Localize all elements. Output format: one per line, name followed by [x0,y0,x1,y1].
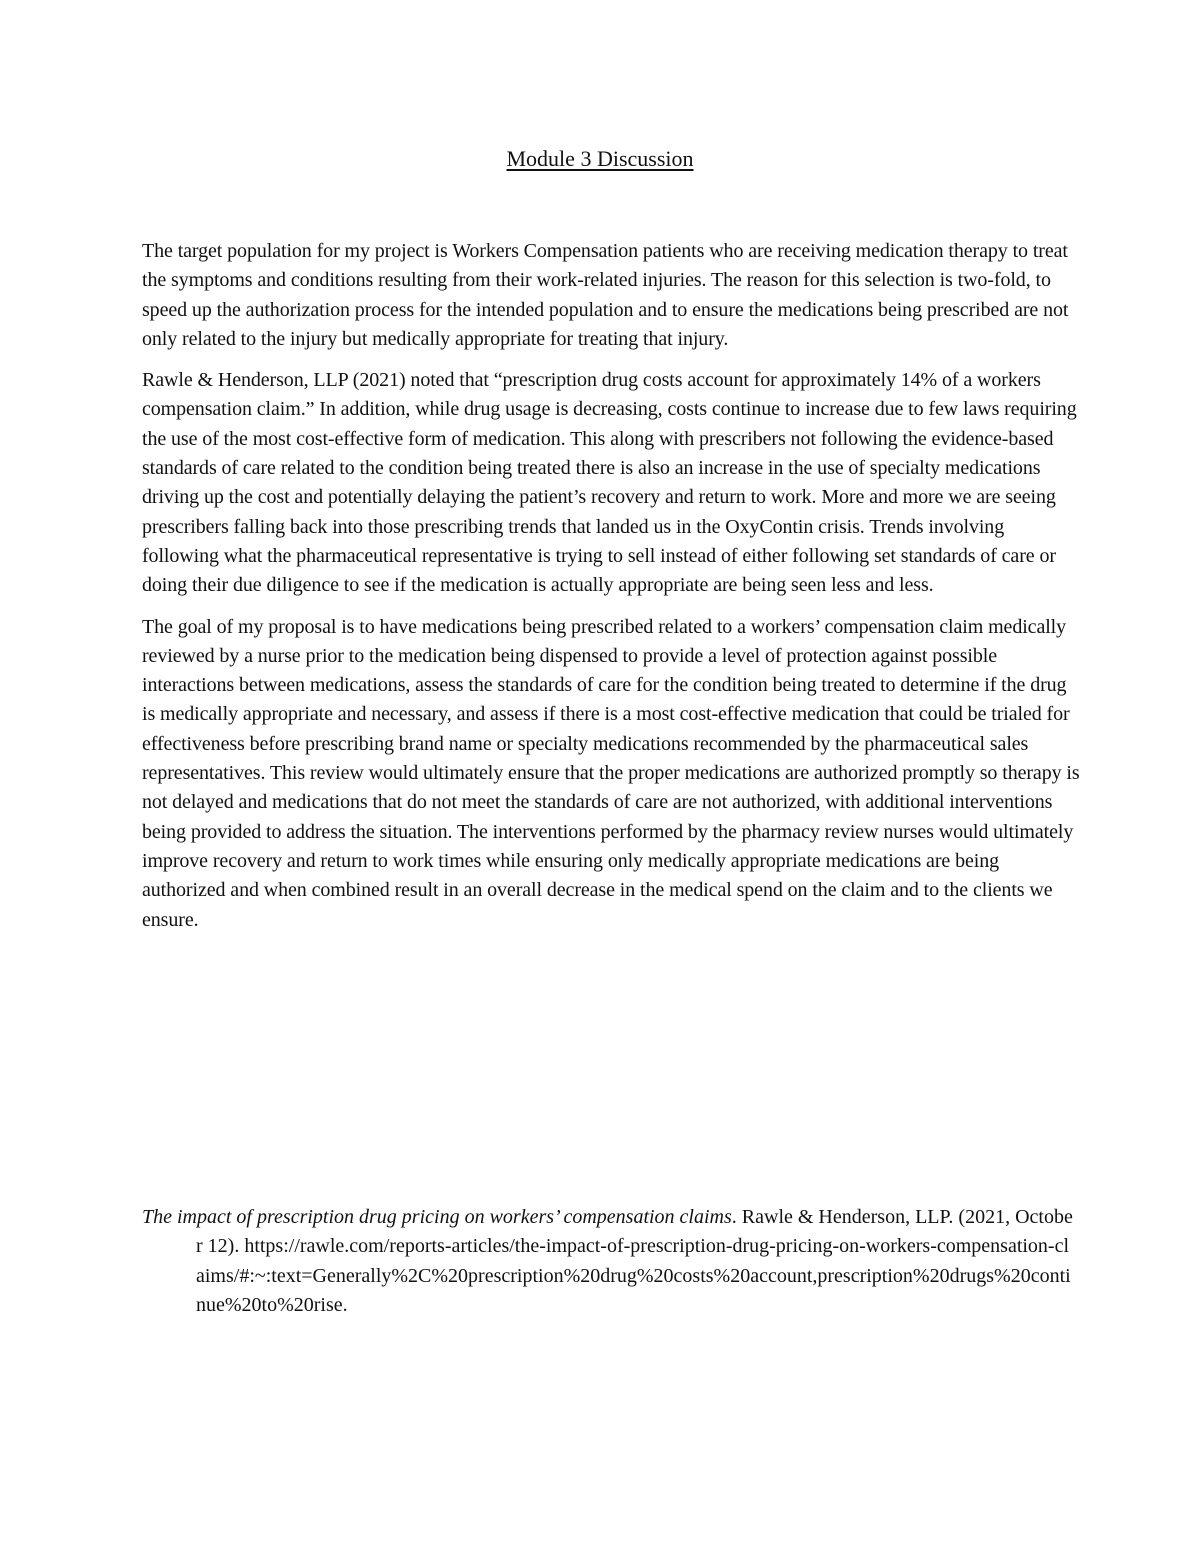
paragraph-proposal-goal: The goal of my proposal is to have medications being prescribed related to a workers’ compensation claim medically reviewed by a nurse prior to the medication being dispensed to provide a level of protection against possible interactions between medications, assess the standards of care for the condition being treated to determine if the drug is medically appropriate and necessary, and assess if there is a most cost-effective medication that could be trialed for effectiveness before prescribing brand name or specialty medications recommended by the pharmaceutical sales representatives. This review would ultimately ensure that the proper medications are authorized promptly so therapy is not delayed and medications that do not meet the standards of care are not authorized, with additional interventions being provided to address the situation. The interventions performed by the pharmacy review nurses would ultimately improve recovery and return to work times while ensuring only medically appropriate medications are being authorized and when combined result in an overall decrease in the medical spend on the claim and to the clients we ensure. [142,615,1080,931]
reference-title: The impact of prescription drug pricing on workers’ compensation claims [142,1206,732,1228]
document-body [142,237,1082,947]
paragraph-drug-costs: Rawle & Henderson, LLP (2021) noted that “prescription drug costs account for approximately 14% of a workers compensation claim.” In addition, while drug usage is decreasing, costs continue to increase due to few laws requiring the use of the most cost-effective form of medication. This along with prescribers not following the evidence-based standards of care related to the condition being treated there is also an increase in the use of specialty medications driving up the cost and potentially delaying the patient’s recovery and return to work. More and more we are seeing prescribers falling back into those prescribing trends that landed us in the OxyContin crisis. Trends involving following what the pharmaceutical representative is trying to sell instead of either following set standards of care or doing their due diligence to see if the medication is actually appropriate are being seen less and less. [142,369,1077,597]
document-title: Module 3 Discussion [506,146,694,171]
paragraph-target-population: The target population for my project is Workers Compensation patients who are receiving medication therapy to treat the symptoms and conditions resulting from their work-related injuries. The reason for this selection is two-fold, to speed up the authorization process for the intended population and to ensure the medications being prescribed are not only related to the injury but medically appropriate for treating that injury. [142,240,1069,350]
reference-details: . Rawle & Henderson, LLP. (2021, October 12). https://rawle.com/reports-articles/the-impact-of-prescription-drug-pricing-on-workers-compensation-claims/#:~:text=Generally%2C%20prescription%20drug%20costs%20account,prescription%20drugs%20continue%20to%20rise. [196,1206,1073,1316]
reference-entry [142,1203,1077,1320]
